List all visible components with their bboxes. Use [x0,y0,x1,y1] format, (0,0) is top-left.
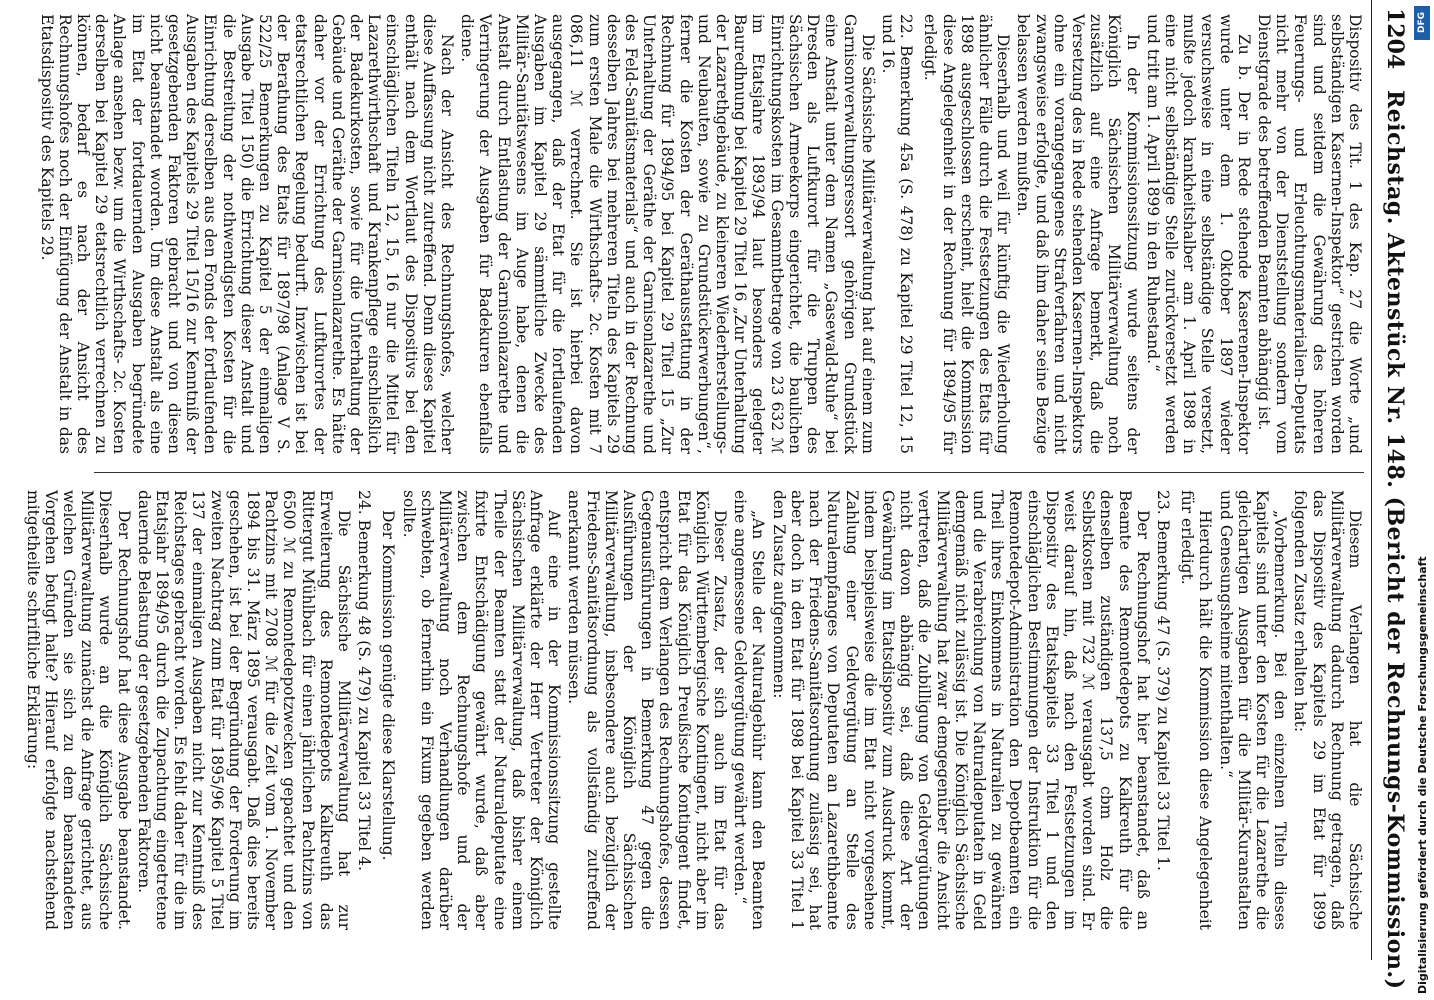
paragraph: „An Stelle der Naturalgebühr kann den Beamten eine angemessene Geldvergütung gewährt werden.“ [731,490,768,930]
section-heading: 23. Bemerkung 47 (S. 379) zu Kapitel 33 Titel 1. [1153,490,1172,871]
paragraph: Der Rechnungshof hat hier beanstandet, daß an Beamte des Remontedepots zu Kalkreuth für die denselben zuständigen 137,5 cbm Holz die Selbstkosten mit 732 ℳ verausgabt worden sind. Er weist darauf hin, daß nach den Festsetzungen im Dispositiv des Etatskapitels 33 Titel 1 und den einschläglichen Bestimmungen der Instruktion für die Remontedepot-Administration den Depotbeamten ein Theil ihres Einkommens in Naturalien zu gewähren und die Verabreichung von Naturaldeputaten in Geld demgemäß nicht zulässig ist. Die Königlich Sächsische Militärverwaltung hat zwar demgegenüber die Ansicht vertreten, daß die Zubilligung von Geldvergütungen nicht davon abhängig sei, daß diese Art der Gewährung im Etatsdispositiv zum Ausdruck kommt, indem beispielsweise die im Etat nicht vorgesehene Zahlung einer Geldvergütung an Stelle des Naturalempfanges von Deputaten an Lazarethbeamte nach der Friedens-Sanitätsordnung zulässig sei, hat aber doch in den Etat für 1898 bei Kapitel 33 Titel 1 den Zusatz aufgenommen: [769,490,1152,930]
section-heading: 24. Bemerkung 48 (S. 479) zu Kapitel 33 Titel 4. [355,490,374,871]
dfg-logo-text: DFG [1417,12,1427,34]
header-rule [1371,0,1372,960]
paragraph: Nach der Ansicht des Rechnungshofes, welcher diese Auffassung nicht zutreffend. Denn dieses Kapitel enthält nach dem Wortlaut des Dispositivs bei den einschläglichen Titeln 12, 15, 16 nur die Mittel für Lazarethwirthschaft und Krankenpflege einschließlich der Badekurkosten, sowie für die Unterhaltung der Gebäude und Geräthe der Garnisonlazarethe. Es hätte daher vor der Errichtung des Luftkurortes der etatsrechtlichen Regelung bedurft. Inzwischen ist bei der Berathung des Etats für 1897/98 (Anlage V S. 522/25 Bemerkungen zu Kapitel 5 der einmaligen Ausgabe Titel 150) die Errichtung dieser Anstalt und die Bestreitung der nothwendigsten Kosten für die Einrichtung derselben aus den Fonds der fortlaufenden Ausgaben des Kapitels 29 Titel 15/16 zur Kenntniß der gesetzgebenden Faktoren gebracht und von diesen nicht beanstandet worden. Um diese Anstalt als eine im Etat der fortdauernden Ausgaben begründete Anlage ansehen bezw. um die Wirthschafts- 2c. Kosten derselben bei Kapitel 29 etatsrechtlich verrechnen zu können, bedarf es nach der Ansicht des Rechnungshofes noch der Einfügung der Anstalt in das Etatsdispositiv des Kapitels 29. [37,14,457,454]
paragraph: In der Kommissionssitzung wurde seitens der Königlich Sächsischen Militärverwaltung noch zusätzlich auf eine Anfrage bemerkt, daß die Versetzung des in Rede stehenden Kasernen-Inspektors ohne ein vorangegangenes Strafverfahren und nicht zwangsweise erfolgte, und daß ihm daher seine Bezüge belassen werden mußten. [1014,14,1142,454]
paragraph: Der Kommission genügte diese Klarstellung. [379,510,398,861]
paragraph: Die Sächsische Militärverwaltung hat auf einem zum Garnisonverwaltungsressort gehörigen Grundstück eine Anstalt unter dem Namen „Gasewald-Ruhe“ bei Dresden als Luftkurort für die Truppen des Sächsischen Armeekorps eingerichtet, die baulichen Einrichtungskosten im Gesammtbetrage von 23 632 ℳ im Etatsjahre 1893/94 laut besonders gelegter Bauredhnung bei Kapitel 29 Titel 16 „Zur Unterhaltung der Lazarethgebäude, zu kleineren Wiederherstellungs- und Neubauten, sowie zu Grundstückerwerbungen“, ferner die Kosten der Geräthausstattung in der Rechnung für 1894/95 bei Kapitel 29 Titel 15 „Zur Unterhaltung der Geräthe der Garnisonlazarethe und des Feld-Sanitätsmaterials“ und auch in der Rechnung desselben Jahres bei mehreren Titeln des Kapitels 29 zum ersten Male die Wirthschafts- 2c. Kosten mit 7 086,11 ℳ verrechnet. Sie ist hierbei davon ausgegangen, daß der Etat für die fortlaufenden Ausgaben im Kapitel 29 sämmtliche Zwecke des Militär-Sanitätswesens im Auge habe, denen die Anstalt durch Entlastung der Garnisonlazarethe und Verringerung der Ausgaben für Badekuren ebenfalls diene. [458,14,877,454]
paragraph: Die Sächsische Militärverwaltung hat zur Erweiterung des Remontedepots Kalkreuth das Rittergut Mühlbach für einen jährlichen Pachtzins von 6500 ℳ zu Remontedepotzwecken gepachtet und den Pachtzins mit 2708 ℳ für die Zeit vom 1. November 1894 bis 31. März 1895 verausgabt. Daß dies bereits geschehen, ist bei der Begründung der Forderung im zweiten Nachtrag zum Etat für 1895/96 Kapitel 5 Titel 137 der einmaligen Ausgaben nicht zur Kenntniß des Reichstages gebracht worden. Es fehlt daher für die im Etatsjahr 1894/95 durch die Zupachtung eingetretene dauernde Belastung der gesetzgebenden Faktoren. [134,490,354,930]
left-column [37,14,1364,454]
paragraph: Dieser Zusatz, der sich auch im Etat für das Königlich Württembergische Kontingent, nicht aber im Etat für das Königlich Preußische Kontingent findet, entspricht dem Verlangen des Rechnungshofes, dessen Gegenausführungen in Bemerkung 47 gegen die Ausführungen der Königlich Sächsischen Militärverwaltung, insbesondere auch bezüglich der Friedens-Sanitätsordnung als vollständig zutreffend anerkannt werden müssen. [565,490,730,930]
running-title: Reichstag. Aktenstück Nr. 148. (Bericht der Rechnungs-Kommission.) [1382,90,1408,990]
paragraph: Dieserhalb und weil für künftig die Wiederholung ähnlicher Fälle durch die Festsetzungen des Etats für 1898 ausgeschlossen erscheint, hielt die Kommission diese Angelegenheit in der Rechnung für 1894/95 für erledigt. [921,14,1013,454]
rotated-document-page [23,0,1416,990]
section-heading: 22. Bemerkung 45a (S. 478) zu Kapitel 29 Titel 12, 15 und 16. [878,14,916,454]
right-column [23,490,1364,930]
dfg-logo [1414,6,1430,40]
paragraph: Der Rechnungshof hat diese Ausgabe beanstandet. Dieserhalb wurde an die Königlich Sächsische Militärverwaltung zunächst die Anfrage gerichtet, aus welchen Gründen sie sich zu dem beanstandeten Vorgehen befugt halte? Hierauf erfolgte nachstehend mitgetheilte schriftliche Erklärung: [23,490,133,930]
paragraph: Hierdurch hält die Kommission diese Angelegenheit für erledigt. [1178,490,1215,930]
paragraph: Diesem Verlangen hat die Sächsische Militärverwaltung dadurch Rechnung getragen, daß das Dispositiv des Kapitels 29 im Etat für 1899 folgenden Zusatz erhalten hat: [1291,490,1364,930]
digitization-credit: Digitalisierung gefördert durch die Deutsche Forschungsgemeinschaft [1416,556,1429,994]
column-divider [94,472,1364,473]
page-number: 1204 [1382,8,1408,70]
paragraph: Auf eine in der Kommissionssitzung gestellte Anfrage erklärte der Herr Vertreter der Königlich Sächsischen Militärverwaltung, daß bisher einem Theile der Beamten statt der Naturaldeputate eine fixirte Entschädigung gewährt wurde, daß aber zwischen dem Rechnungshofe und der Militärverwaltung noch Verhandlungen darüber schwebten, ob fernerhin ein Fixum gegeben werden sollte. [399,490,564,930]
paragraph: Zu b. Der in Rede stehende Kaserenen-Inspektor wurde unter dem 1. Oktober 1897 wieder versuchsweise in eine selbständige Stelle versetzt, mußte jedoch krankheitshalber am 1. April 1898 in eine nicht selbständige Stelle zurückversetzt werden und tritt am 1. April 1899 in den Ruhestand.“ [1143,14,1253,454]
paragraph: „Vorbemerkung. Bei den einzelnen Titeln dieses Kapitels sind unter den Kosten für die Lazarethe die gleichartigen Ausgaben für die Militär-Kuranstalten und Genesungsheime mitenthalten.“ [1216,490,1290,930]
page-header [1372,0,1412,990]
paragraph: Dispositiv des Tit. 1 des Kap. 27 die Worte „und selbständigen Kasernen-Inspektor“ gestrichen worden sind und seitdem die Gewährung des höheren Feuerungs- und Erleuchtungsmaterialien-Deputats nicht mehr von der Dienststellung sondern vom Dienstgrade des betreffenden Beamten abhängig ist. [1254,14,1364,454]
